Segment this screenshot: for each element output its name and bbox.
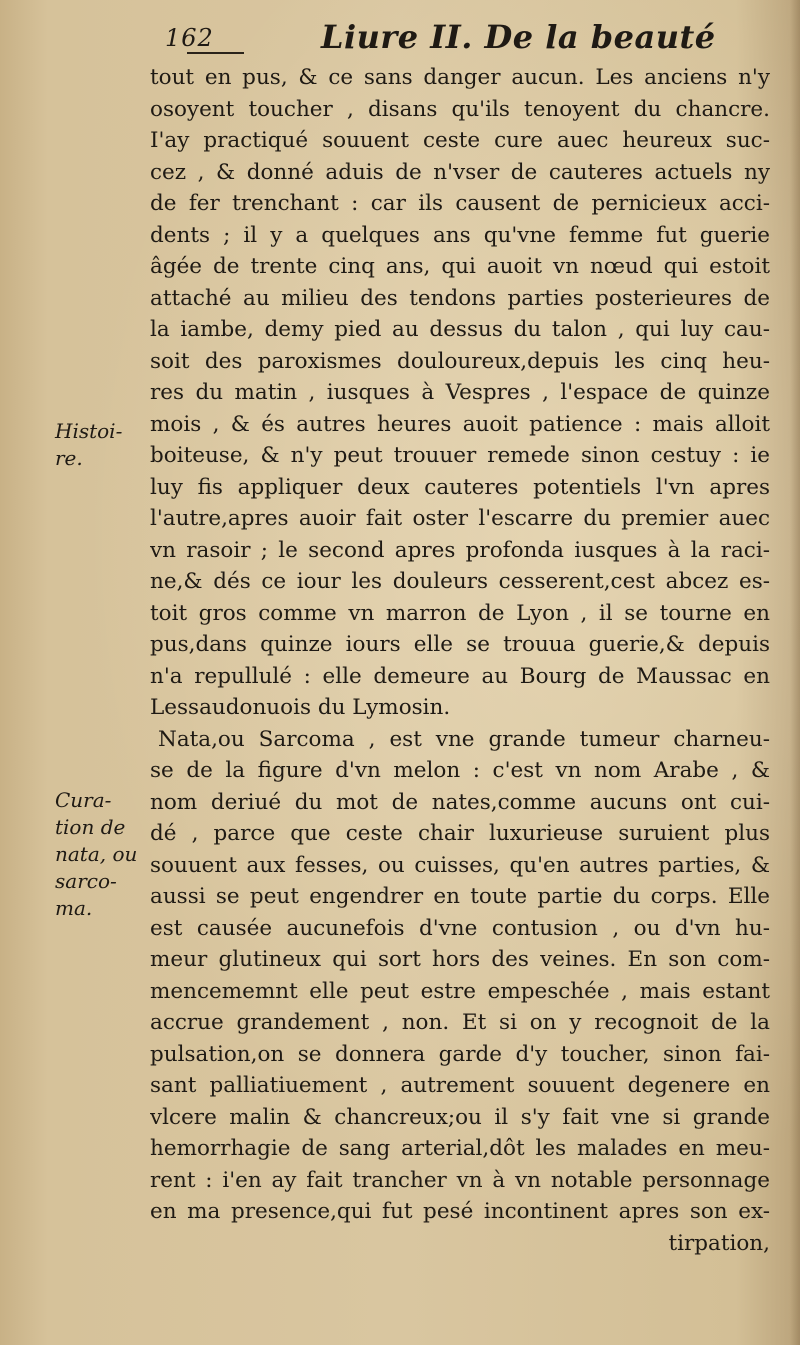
margin-note-line: sarco- bbox=[55, 869, 117, 893]
text-line: dé , parce que ceste chair luxurieuse suruient plus bbox=[150, 821, 770, 846]
text-line: cez , & donné aduis de n'vser de cauteres actuels ny bbox=[150, 159, 770, 185]
margin-note-line: tion de bbox=[55, 815, 126, 839]
text-line: tirpation, bbox=[668, 1230, 770, 1256]
text-line: res du matin , iusques à Vespres , l'espace de quinze bbox=[150, 380, 770, 405]
text-line: boiteuse, & n'y peut trouuer remede sinon cestuy : ie bbox=[150, 443, 770, 468]
text-line: accrue grandement , non. Et si on y recognoit de la bbox=[150, 1010, 770, 1035]
text-line: meur glutineux qui sort hors des veines. En son com- bbox=[150, 947, 770, 972]
running-head: Liure II. De la beauté bbox=[321, 18, 716, 56]
text-line: sant palliatiuement , autrement souuent degenere en bbox=[150, 1073, 770, 1098]
text-line: souuent aux fesses, ou cuisses, qu'en autres parties, & bbox=[150, 852, 770, 878]
margin-note-line: ma. bbox=[55, 896, 93, 920]
text-line: en ma presence,qui fut pesé incontinent apres son ex- bbox=[150, 1199, 770, 1224]
text-line: I'ay practiqué souuent ceste cure auec heureux suc- bbox=[150, 128, 770, 153]
text-line: tout en pus, & ce sans danger aucun. Les anciens n'y bbox=[150, 65, 770, 90]
text-line: mois , & és autres heures auoit patience : mais alloit bbox=[150, 411, 770, 437]
page-header bbox=[165, 14, 765, 62]
margin-note-line: Histoi- bbox=[55, 419, 123, 443]
text-line: est causée aucunefois d'vne contusion , ou d'vn hu- bbox=[150, 915, 770, 941]
text-line: n'a repullulé : elle demeure au Bourg de Maussac en bbox=[150, 663, 770, 689]
text-line: pulsation,on se donnera garde d'y toucher, sinon fai- bbox=[150, 1041, 770, 1067]
text-line: la iambe, demy pied au dessus du talon , qui luy cau- bbox=[150, 317, 770, 342]
text-line: se de la figure d'vn melon : c'est vn nom Arabe , & bbox=[150, 758, 770, 783]
text-line: luy fis appliquer deux cauteres potentiels l'vn apres bbox=[150, 474, 770, 500]
text-line: dents ; il y a quelques ans qu'vne femme fut guerie bbox=[150, 222, 770, 248]
text-line: aussi se peut engendrer en toute partie du corps. Elle bbox=[150, 884, 770, 909]
text-line: toit gros comme vn marron de Lyon , il se tourne en bbox=[150, 600, 770, 626]
text-line: osoyent toucher , disans qu'ils tenoyent du chancre. bbox=[150, 96, 770, 122]
margin-note-line: re. bbox=[55, 446, 83, 470]
text-line: pus,dans quinze iours elle se trouua guerie,& depuis bbox=[150, 632, 770, 657]
margin-note-line: Cura- bbox=[55, 788, 112, 812]
text-line: rent : i'en ay fait trancher vn à vn notable personnage bbox=[150, 1167, 770, 1193]
body-text bbox=[150, 62, 770, 1259]
margin-note-histoire bbox=[55, 418, 155, 472]
text-line: âgée de trente cinq ans, qui auoit vn nœud qui estoit bbox=[150, 254, 770, 279]
text-line: hemorrhagie de sang arterial,dôt les malades en meu- bbox=[150, 1136, 770, 1161]
text-line: soit des paroxismes douloureux,depuis les cinq heu- bbox=[150, 348, 770, 374]
text-line: l'autre,apres auoir fait oster l'escarre du premier auec bbox=[150, 506, 770, 531]
text-line: nom deriué du mot de nates,comme aucuns ont cui- bbox=[150, 789, 770, 815]
text-line: attaché au milieu des tendons parties posterieures de bbox=[150, 285, 770, 311]
text-line: ne,& dés ce iour les douleurs cesserent,cest abcez es- bbox=[150, 569, 770, 594]
text-line: vn rasoir ; le second apres profonda iusques à la raci- bbox=[150, 537, 770, 563]
margin-note-line: nata, ou bbox=[55, 842, 138, 866]
page-edge-shadow bbox=[790, 0, 800, 1345]
text-line: Nata,ou Sarcoma , est vne grande tumeur charneu- bbox=[158, 726, 770, 752]
margin-note-curation bbox=[55, 787, 155, 922]
text-line: mencememnt elle peut estre empeschée , mais estant bbox=[150, 978, 770, 1004]
page-number: 162 bbox=[165, 24, 214, 52]
text-line: vlcere malin & chancreux;ou il s'y fait vne si grande bbox=[150, 1104, 770, 1130]
text-line: de fer trenchant : car ils causent de pernicieux acci- bbox=[150, 191, 770, 216]
text-line: Lessaudonuois du Lymosin. bbox=[150, 695, 451, 720]
